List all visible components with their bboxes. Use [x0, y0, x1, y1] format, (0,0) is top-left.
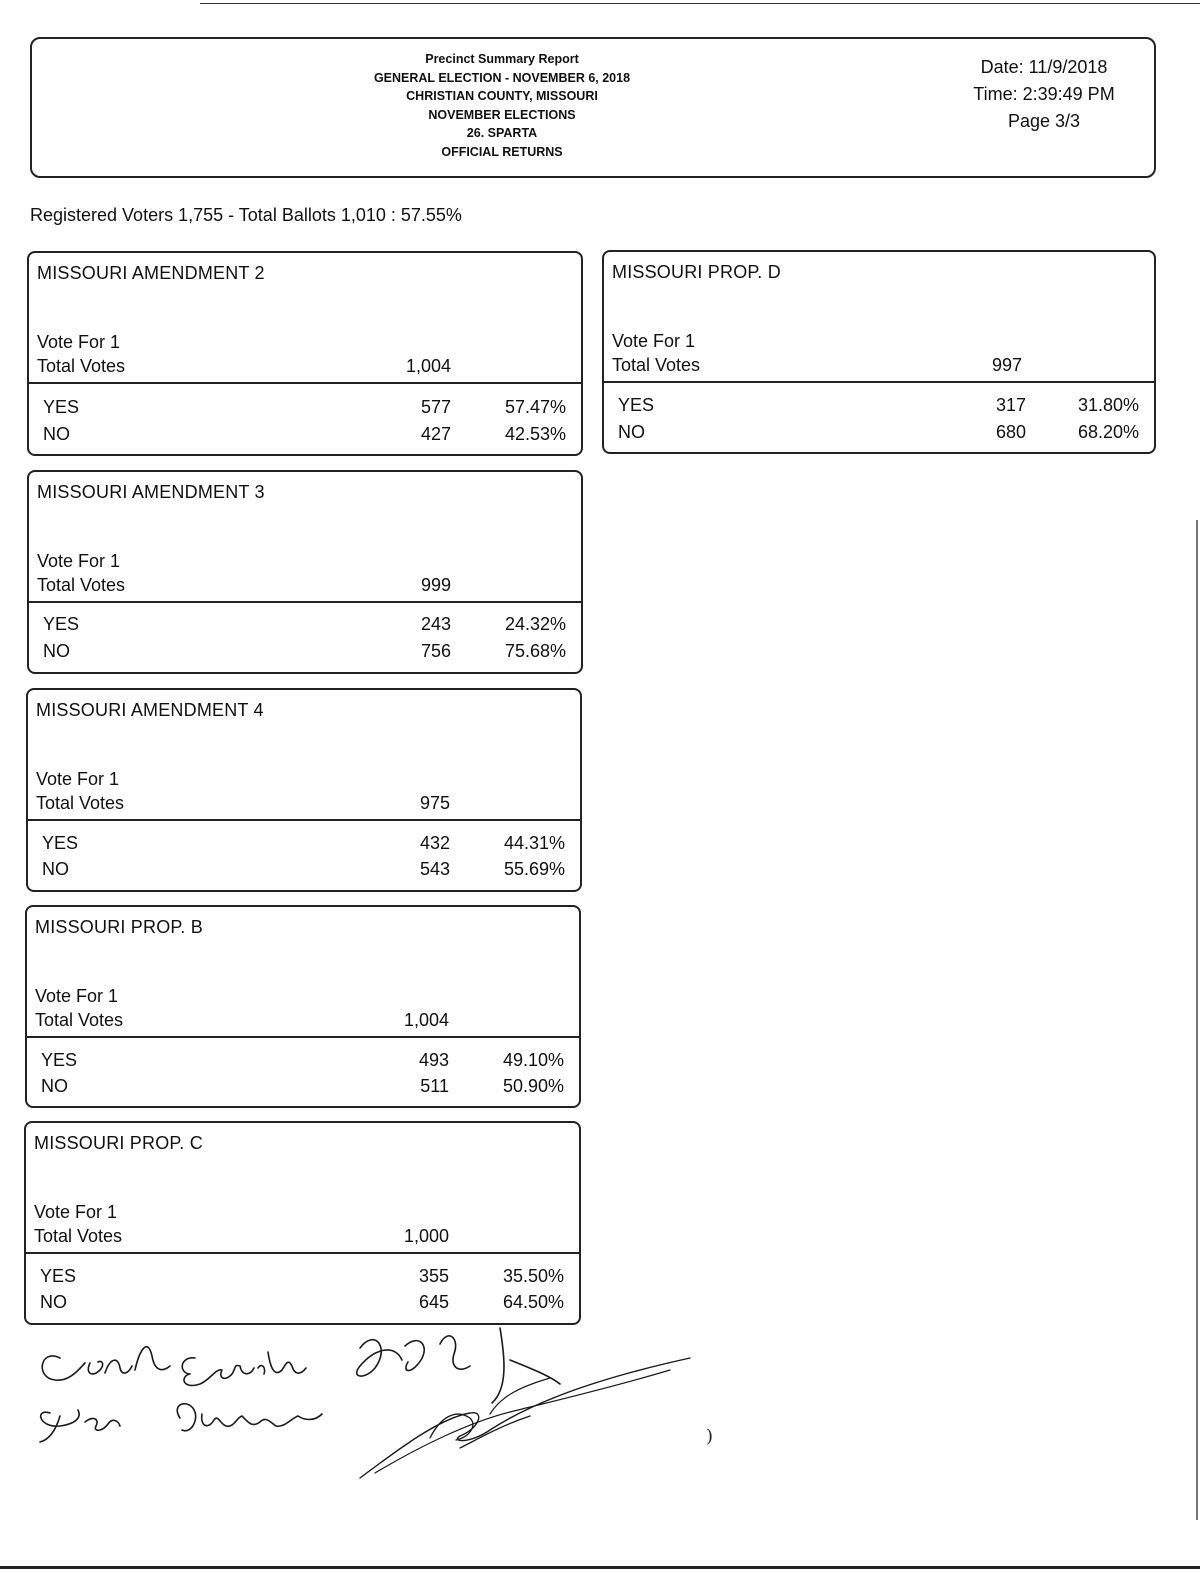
report-title-block [332, 50, 672, 162]
report-title: Precinct Summary Report [425, 52, 579, 66]
choice-count: 543 [419, 859, 450, 879]
divider [26, 1252, 579, 1254]
contest-card-amendment-3 [27, 470, 583, 674]
precinct-name: 26. SPARTA [466, 126, 538, 141]
top-edge-line [200, 3, 1200, 4]
divider [29, 601, 581, 603]
vote-for-label: Vote For 1 [612, 331, 696, 351]
report-time: Time: 2:39:49 PM [973, 84, 1115, 104]
total-votes-label: Total Votes [35, 1010, 124, 1030]
choice-label: NO [40, 1292, 67, 1312]
result-row-no [27, 1076, 579, 1100]
contest-title: MISSOURI PROP. B [35, 917, 203, 937]
choice-label: YES [40, 1266, 77, 1286]
result-row-yes [604, 395, 1154, 419]
choice-count: 427 [420, 424, 451, 444]
total-votes-value: 975 [419, 793, 450, 813]
result-row-no [28, 859, 580, 883]
total-votes-value: 1,000 [403, 1226, 449, 1246]
choice-label: YES [43, 397, 80, 417]
choice-label: NO [42, 859, 69, 879]
contest-card-prop-b [25, 905, 581, 1108]
choice-percent: 49.10% [502, 1050, 564, 1070]
choice-count: 511 [420, 1076, 449, 1096]
vote-for-label: Vote For 1 [35, 986, 119, 1006]
vote-for-label: Vote For 1 [37, 551, 121, 571]
choice-percent: 64.50% [502, 1292, 564, 1312]
choice-label: NO [618, 422, 645, 442]
choice-label: YES [41, 1050, 78, 1070]
choice-percent: 44.31% [503, 833, 565, 853]
choice-count: 493 [418, 1050, 449, 1070]
divider [29, 382, 581, 384]
contest-card-amendment-2 [27, 251, 583, 456]
choice-count: 756 [420, 641, 451, 661]
divider [604, 381, 1154, 383]
result-row-yes [29, 397, 581, 421]
choice-label: YES [42, 833, 79, 853]
vote-for-label: Vote For 1 [37, 332, 121, 352]
total-votes-label: Total Votes [37, 356, 126, 376]
result-row-no [604, 422, 1154, 446]
result-row-yes [26, 1266, 579, 1290]
contest-title: MISSOURI PROP. C [34, 1133, 203, 1153]
result-row-no [29, 641, 581, 665]
vote-for-label: Vote For 1 [36, 769, 120, 789]
result-row-yes [27, 1050, 579, 1074]
choice-count: 317 [995, 395, 1026, 415]
contest-card-amendment-4 [26, 688, 582, 892]
contest-card-prop-c [24, 1121, 581, 1325]
total-votes-value: 1,004 [403, 1010, 449, 1030]
divider [27, 1036, 579, 1038]
choice-percent: 35.50% [502, 1266, 564, 1286]
total-votes-value: 999 [420, 575, 451, 595]
total-votes-label: Total Votes [34, 1226, 123, 1246]
total-votes-value: 997 [991, 355, 1022, 375]
choice-label: NO [41, 1076, 68, 1096]
page-number: Page 3/3 [1007, 111, 1081, 131]
report-header [30, 37, 1156, 178]
registered-voters-line: Registered Voters 1,755 - Total Ballots 1,010 : 57.55% [30, 205, 462, 225]
choice-count: 645 [418, 1292, 449, 1312]
choice-percent: 24.32% [504, 614, 566, 634]
contest-title: MISSOURI AMENDMENT 3 [37, 482, 265, 502]
result-row-no [26, 1292, 579, 1316]
choice-label: YES [43, 614, 80, 634]
result-row-yes [28, 833, 580, 857]
contest-title: MISSOURI AMENDMENT 2 [37, 263, 265, 283]
total-votes-label: Total Votes [37, 575, 126, 595]
choice-percent: 57.47% [504, 397, 566, 417]
contest-card-prop-d [602, 250, 1156, 454]
returns-type: OFFICIAL RETURNS [441, 144, 563, 159]
divider [28, 819, 580, 821]
choice-percent: 68.20% [1077, 422, 1139, 442]
total-votes-label: Total Votes [36, 793, 125, 813]
choice-count: 355 [418, 1266, 449, 1286]
scan-right-edge [1196, 520, 1198, 1520]
choice-percent: 55.69% [503, 859, 565, 879]
svg-text:): ) [706, 1426, 714, 1447]
report-meta [944, 54, 1144, 135]
election-name: GENERAL ELECTION - NOVEMBER 6, 2018 [373, 70, 631, 85]
vote-for-label: Vote For 1 [34, 1202, 118, 1222]
county-name: CHRISTIAN COUNTY, MISSOURI [406, 89, 598, 104]
scan-bottom-edge [0, 1566, 1200, 1569]
total-votes-label: Total Votes [612, 355, 701, 375]
handwritten-signatures [30, 1318, 730, 1488]
choice-label: YES [618, 395, 655, 415]
choice-count: 243 [420, 614, 451, 634]
choice-count: 680 [995, 422, 1026, 442]
choice-percent: 50.90% [502, 1076, 564, 1096]
contest-title: MISSOURI AMENDMENT 4 [36, 700, 264, 720]
choice-count: 432 [419, 833, 450, 853]
result-row-no [29, 424, 581, 448]
report-date: Date: 11/9/2018 [980, 57, 1108, 77]
total-votes-value: 1,004 [405, 356, 451, 376]
choice-count: 577 [420, 397, 451, 417]
choice-percent: 42.53% [504, 424, 566, 444]
choice-percent: 75.68% [504, 641, 566, 661]
contest-title: MISSOURI PROP. D [612, 262, 781, 282]
result-row-yes [29, 614, 581, 638]
choice-percent: 31.80% [1077, 395, 1139, 415]
choice-label: NO [43, 641, 70, 661]
election-type: NOVEMBER ELECTIONS [428, 107, 576, 122]
choice-label: NO [43, 424, 70, 444]
